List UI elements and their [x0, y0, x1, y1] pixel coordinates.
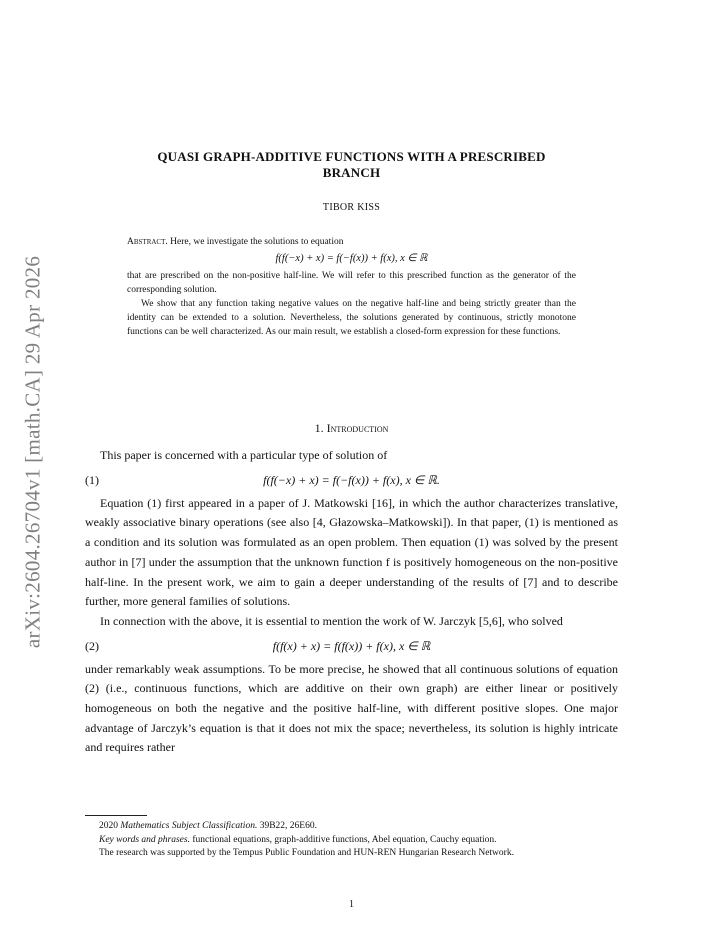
abstract-after-equation: that are prescribed on the non-positive half-line. We will refer to this prescribed function as the generator of the corresponding solution. [127, 271, 576, 295]
abstract-equation: f(f(−x) + x) = f(−f(x)) + f(x), x ∈ ℝ [275, 253, 428, 264]
paragraph-4: under remarkably weak assumptions. To be more precise, he showed that all continuous solutions of equation (2) (i.e., continuous functions, which are additive on their own graph) are either linear or positively homogeneous on both the negative and the positive half-line, with different positive slopes. One major advantage of Jarczyk’s equation is that it does not mix the space; nevertheless, its solution is highly intricate and requires rather [85, 661, 618, 755]
abstract-intro-text: Here, we investigate the solutions to equation [167, 237, 344, 247]
equation-1 [85, 466, 618, 494]
abstract-label: Abstract. [127, 237, 168, 247]
footnote-msc [85, 820, 618, 834]
equation-2 [85, 632, 618, 660]
section-title: Introduction [326, 421, 389, 435]
paragraph-1: This paper is concerned with a particular type of solution of [100, 448, 388, 462]
title-line-1: QUASI GRAPH-ADDITIVE FUNCTIONS WITH A PRESCRIBED [157, 149, 546, 164]
abstract-paragraph-2: We show that any function taking negative values on the negative half-line and being strictly greater than the identity can be extended to a solution. Nevertheless, the solutions generated by continuous, strictly monotone functions can be well characterized. As our main result, we establish a closed-form expression for these functions. [127, 299, 576, 337]
equation-1-number: (1) [85, 472, 99, 487]
paper-title [85, 149, 618, 181]
footnote-msc-year: 2020 [99, 821, 121, 831]
title-line-2: BRANCH [322, 165, 381, 180]
abstract-intro [127, 235, 576, 249]
footnote-msc-label: Mathematics Subject Classification. [120, 821, 258, 831]
footnote-keywords-label: Key words and phrases. [99, 834, 190, 845]
author-name: TIBOR KISS [322, 202, 381, 213]
abstract [127, 235, 576, 339]
footnote-keywords [85, 834, 618, 848]
footnote-rule [85, 815, 147, 816]
paragraph-3: In connection with the above, it is essential to mention the work of W. Jarczyk [5,6], who solved [100, 613, 563, 628]
section-number: 1. [314, 421, 324, 435]
equation-2-number: (2) [85, 638, 99, 653]
footnote-keywords-value: functional equations, graph-additive functions, Abel equation, Cauchy equation. [189, 834, 497, 845]
footnote-funding: The research was supported by the Tempus Public Foundation and HUN-REN Hungarian Research Network. [99, 848, 514, 858]
body-text [85, 446, 618, 758]
footnotes [85, 820, 618, 861]
section-heading [85, 421, 618, 436]
paragraph-2: Equation (1) first appeared in a paper of J. Matkowski [16], in which the author characterizes translative, weakly associative binary operations (see also [4, Głazowska–Matkowski]). In that paper, (1) is mentioned as a condition and its solution was formulated as an open problem. Then equation (1) was solved by the present author in [7] under the assumption that the unknown function f is positively homogeneous on the non-positive half-line. In the present work, we aim to gain a deeper understanding of the results of [7] and to describe further, more general families of solutions. [85, 495, 618, 609]
equation-2-text: f(f(x) + x) = f(f(x)) + f(x), x ∈ ℝ [272, 638, 431, 653]
page-number: 1 [349, 899, 354, 910]
equation-1-text: f(f(−x) + x) = f(−f(x)) + f(x), x ∈ ℝ. [263, 472, 440, 487]
footnote-msc-value: 39B22, 26E60. [257, 821, 317, 831]
arxiv-identifier-stamp: arXiv:2604.26704v1 [math.CA] 29 Apr 2026 [20, 255, 45, 649]
